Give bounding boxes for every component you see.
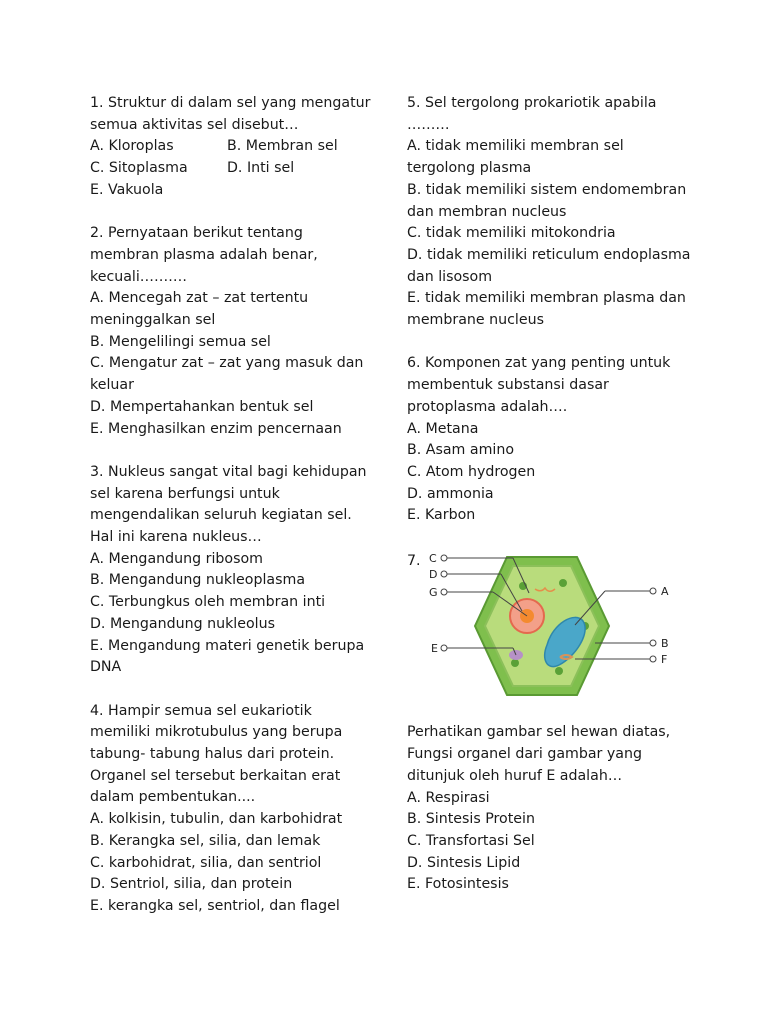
question-7-option: C. Transfortasi Sel	[407, 832, 535, 849]
question-2-option: A. Mencegah zat – zat tertentu	[90, 290, 309, 307]
question-4-option: D. Sentriol, silia, dan protein	[90, 876, 293, 893]
question-4-option: B. Kerangka sel, silia, dan lemak	[90, 832, 321, 849]
question-4-stem: memiliki mikrotubulus yang berupa	[90, 724, 343, 741]
question-3-option: A. Mengandung ribosom	[90, 550, 263, 567]
question-2-option: E. Menghasilkan enzim pencernaan	[90, 420, 342, 437]
question-1-option-e: E. Vakuola	[90, 181, 164, 198]
question-1-option-d: D. Inti sel	[227, 160, 295, 177]
question-1-option-a: A. Kloroplas	[90, 138, 174, 155]
question-3-option: D. Mengandung nukleolus	[90, 615, 275, 632]
question-6-option: E. Karbon	[407, 507, 476, 524]
question-2-option: B. Mengelilingi semua sel	[90, 333, 271, 350]
question-7-stem: Fungsi organel dari gambar yang	[407, 746, 642, 763]
question-3-stem: 3. Nukleus sangat vital bagi kehidupan	[90, 463, 367, 480]
question-4-stem: 4. Hampir semua sel eukariotik	[90, 702, 312, 719]
question-3-option: B. Mengandung nukleoplasma	[90, 572, 306, 589]
question-2-stem: kecuali……….	[90, 268, 187, 285]
question-7-option: A. Respirasi	[407, 789, 490, 806]
question-2-option: meninggalkan sel	[90, 312, 216, 329]
question-6-option: D. ammonia	[407, 485, 494, 502]
question-5-option: dan lisosom	[407, 268, 493, 285]
question-7-number: 7.	[407, 552, 421, 569]
question-2	[90, 223, 380, 440]
question-7-stem: Perhatikan gambar sel hewan diatas,	[407, 724, 671, 741]
figure-label-b: B	[661, 636, 669, 650]
figure-label-f: F	[661, 652, 668, 666]
question-6-stem: 6. Komponen zat yang penting untuk	[407, 355, 671, 372]
question-7-figure-row	[407, 551, 697, 701]
question-1-option-b: B. Membran sel	[227, 138, 338, 155]
question-3-option: E. Mengandung materi genetik berupa	[90, 637, 365, 654]
chloroplast	[511, 659, 519, 667]
question-4-option: E. kerangka sel, sentriol, dan flagel	[90, 897, 340, 914]
left-column	[90, 93, 380, 918]
question-7-option: E. Fotosintesis	[407, 876, 509, 893]
question-3-stem: sel karena berfungsi untuk	[90, 485, 280, 502]
question-3	[90, 462, 380, 679]
right-column	[407, 93, 697, 896]
question-3-stem: Hal ini karena nukleus…	[90, 529, 262, 546]
question-6-option: B. Asam amino	[407, 442, 515, 459]
question-6-stem: membentuk substansi dasar	[407, 377, 609, 394]
question-4-option: A. kolkisin, tubulin, dan karbohidrat	[90, 811, 343, 828]
question-2-stem: 2. Pernyataan berikut tentang	[90, 225, 303, 242]
question-3-stem: mengendalikan seluruh kegiatan sel.	[90, 507, 352, 524]
chloroplast	[559, 579, 567, 587]
question-7-option: D. Sintesis Lipid	[407, 854, 521, 871]
figure-label-c: C	[429, 552, 437, 565]
question-5-option: tergolong plasma	[407, 160, 532, 177]
cell-diagram	[425, 553, 687, 699]
question-1-option-c: C. Sitoplasma	[90, 160, 188, 177]
question-5-option: membrane nucleus	[407, 312, 544, 329]
question-1	[90, 93, 380, 202]
question-3-option: DNA	[90, 659, 122, 676]
question-2-stem: membran plasma adalah benar,	[90, 246, 318, 263]
question-2-option: C. Mengatur zat – zat yang masuk dan	[90, 355, 364, 372]
question-7-option: B. Sintesis Protein	[407, 811, 535, 828]
question-5-option: D. tidak memiliki reticulum endoplasma	[407, 246, 691, 263]
question-5	[407, 93, 697, 332]
question-2-option: keluar	[90, 377, 134, 394]
question-5-stem: ………	[407, 116, 450, 133]
figure-label-a: A	[661, 584, 669, 598]
question-5-option: B. tidak memiliki sistem endomembran	[407, 181, 687, 198]
question-6-option: C. Atom hydrogen	[407, 463, 536, 480]
question-7	[407, 551, 697, 896]
question-4-option: C. karbohidrat, silia, dan sentriol	[90, 854, 322, 871]
question-5-option: A. tidak memiliki membran sel	[407, 138, 624, 155]
chloroplast	[555, 667, 563, 675]
question-6	[407, 353, 697, 527]
question-3-option: C. Terbungkus oleh membran inti	[90, 594, 326, 611]
question-4	[90, 701, 380, 918]
question-4-stem: dalam pembentukan....	[90, 789, 256, 806]
question-1-stem: semua aktivitas sel disebut…	[90, 116, 299, 133]
question-1-options-row	[90, 136, 380, 158]
question-6-stem: protoplasma adalah….	[407, 398, 568, 415]
figure-label-e: E	[431, 641, 438, 655]
question-5-option: dan membran nucleus	[407, 203, 567, 220]
question-1-options-row	[90, 158, 380, 180]
question-6-option: A. Metana	[407, 420, 479, 437]
question-5-option: C. tidak memiliki mitokondria	[407, 225, 616, 242]
question-5-stem: 5. Sel tergolong prokariotik apabila	[407, 95, 657, 111]
figure-label-g: G	[429, 585, 438, 599]
question-4-stem: tabung- tabung halus dari protein.	[90, 746, 335, 763]
question-2-option: D. Mempertahankan bentuk sel	[90, 398, 314, 415]
question-7-stem: ditunjuk oleh huruf E adalah…	[407, 767, 623, 784]
question-1-stem: 1. Struktur di dalam sel yang mengatur	[90, 95, 371, 111]
figure-label-d: D	[429, 567, 438, 581]
question-4-stem: Organel sel tersebut berkaitan erat	[90, 767, 341, 784]
question-5-option: E. tidak memiliki membran plasma dan	[407, 290, 686, 307]
